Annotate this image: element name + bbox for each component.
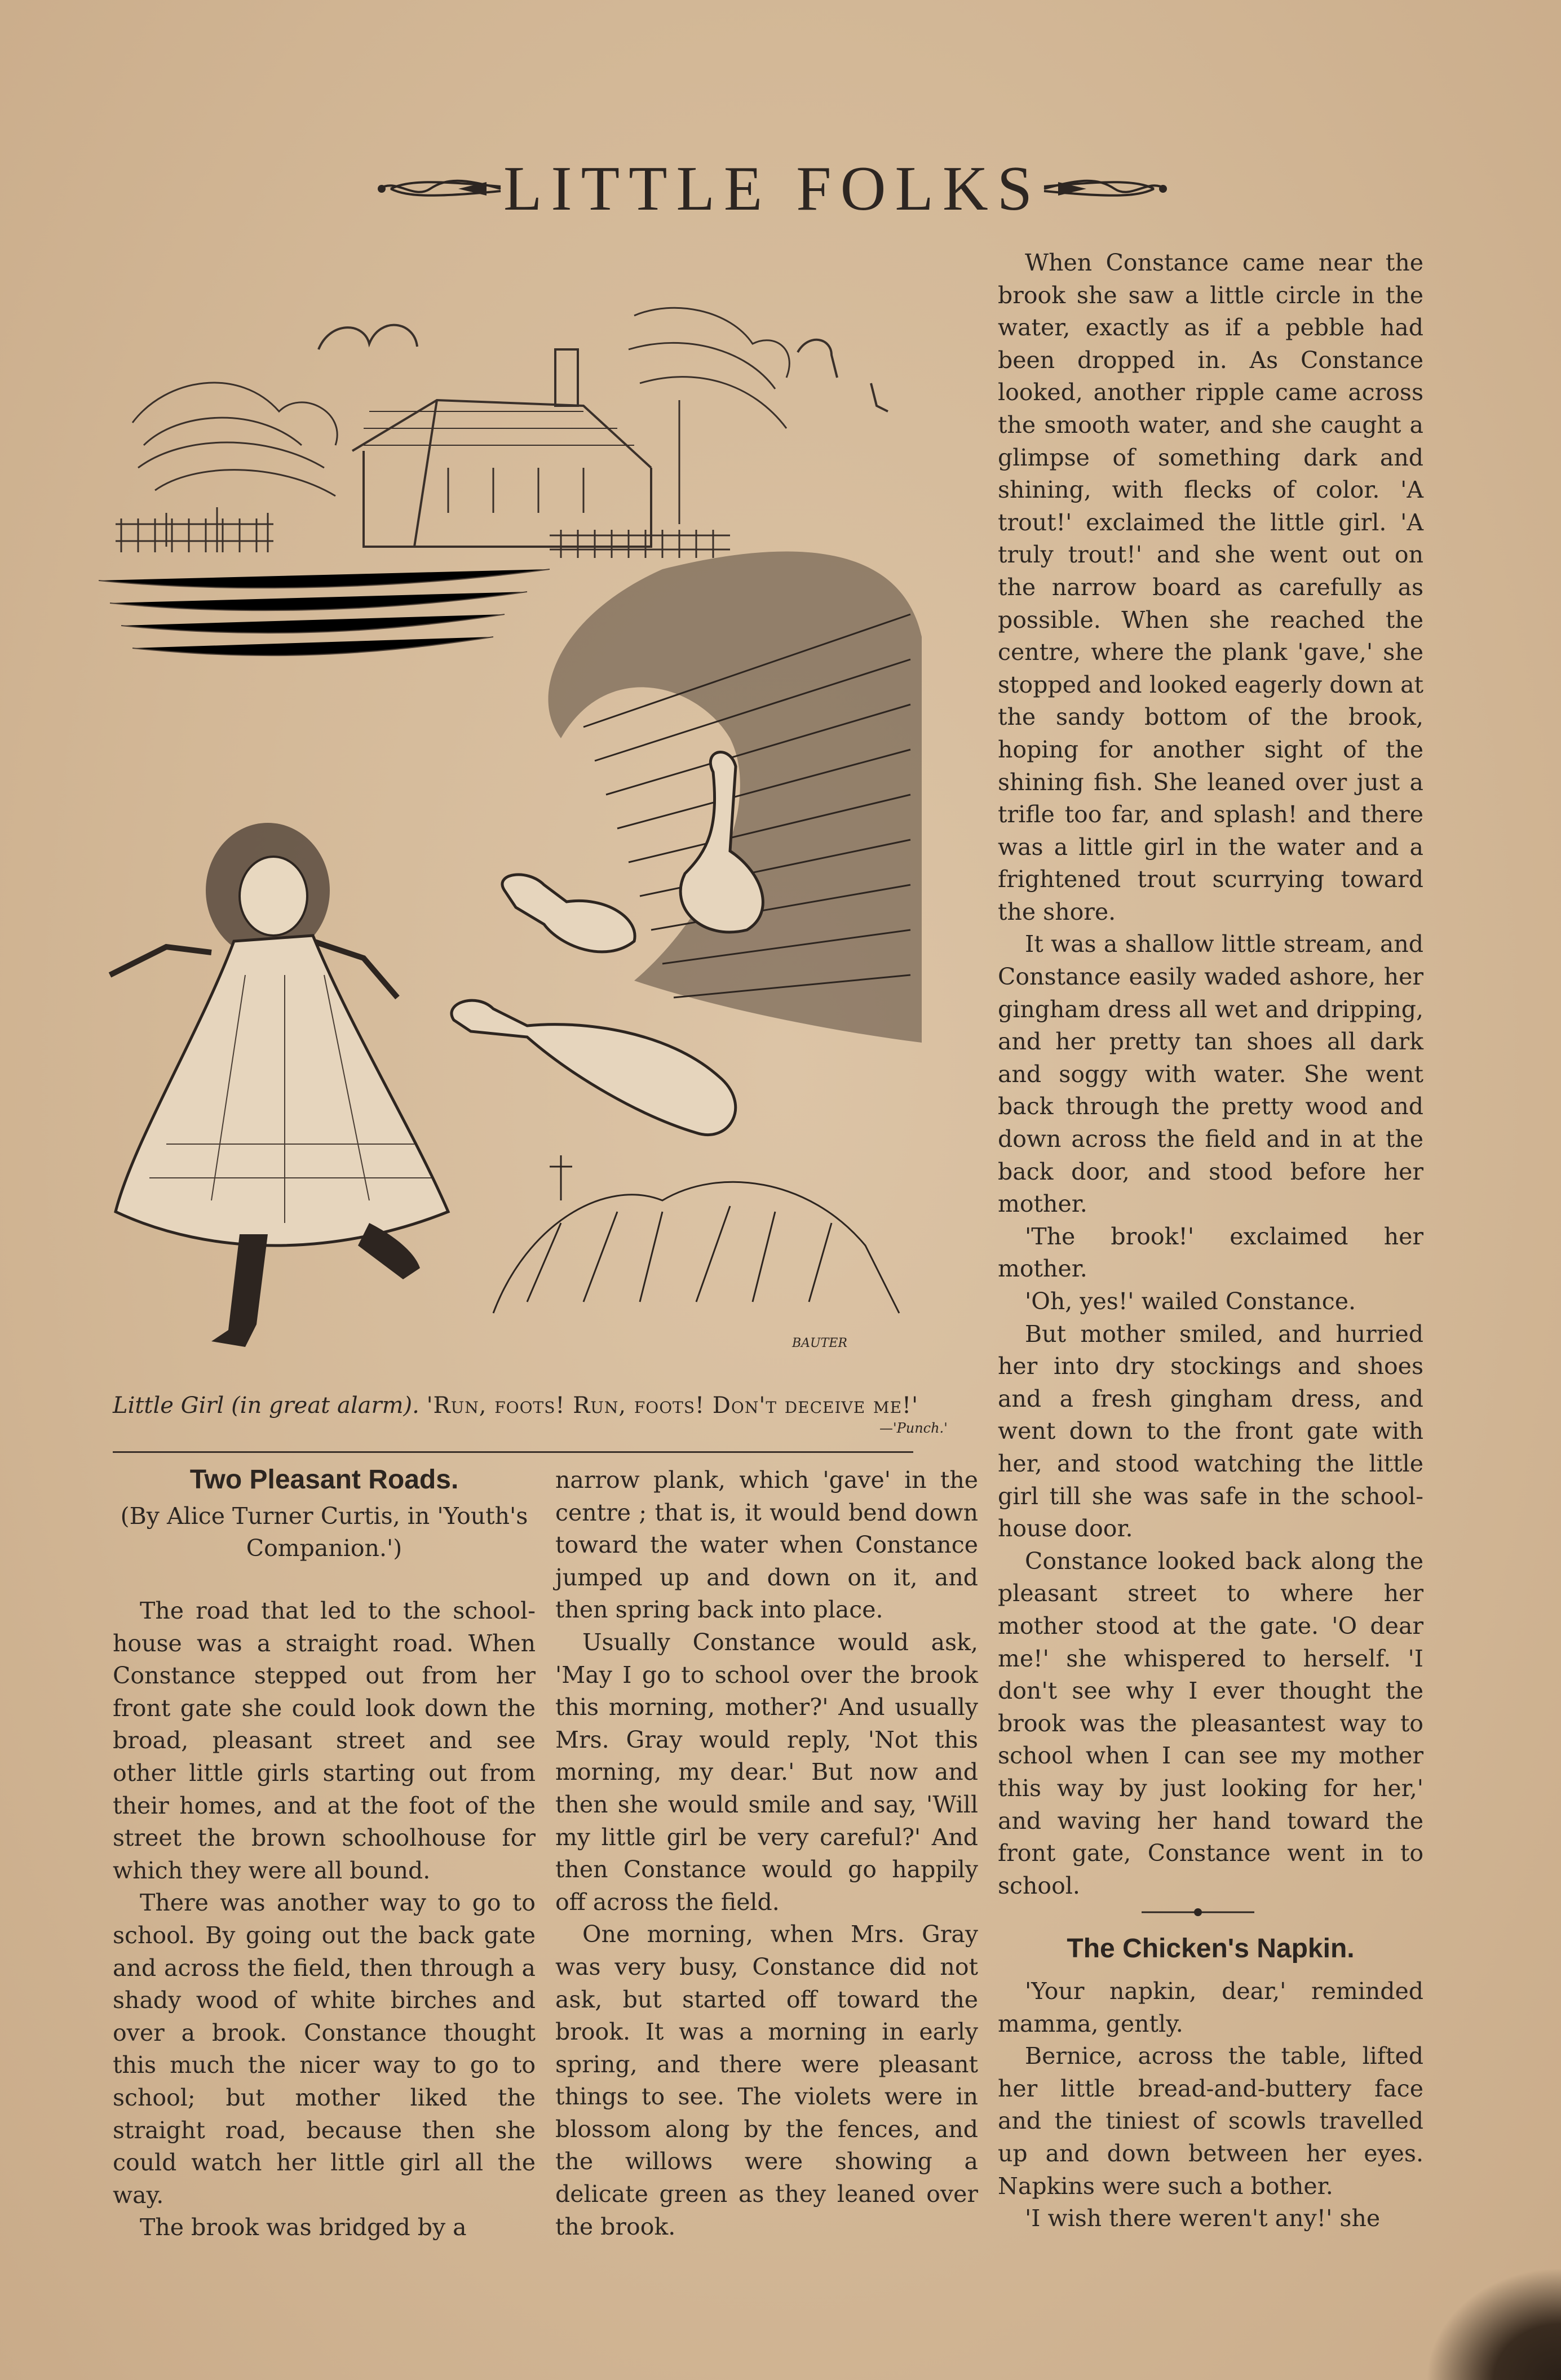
artist-signature: BAUTER	[792, 1336, 847, 1350]
column-2	[555, 1464, 978, 2243]
column-3	[998, 247, 1423, 1902]
paragraph: The brook was bridged by a	[140, 2214, 467, 2241]
paragraph: 'Oh, yes!' wailed Constance.	[1025, 1288, 1356, 1315]
paragraph: There was another way to go to school. By going out the back gate and across the field, then through a shady wood of white birches and over a brook. Constance thought this much the nicer way to go to school; but mother liked the straight road, because then she could watch her little girl all the way.	[113, 1889, 536, 2209]
right-flourish-ornament	[1041, 172, 1171, 206]
paragraph: The road that led to the school-house was a straight road. When Constance stepped out from her front gate she could look down the broad, pleasant street and see other little girls starting out from their homes, and at the foot of the street the brown schoolhouse for which they were all bound.	[113, 1597, 536, 1884]
story1-byline: (By Alice Turner Curtis, in 'Youth's Companion.')	[120, 1503, 528, 1562]
paragraph: Constance looked back along the pleasant street to where her mother stood at the gate. 'O dear me!' she whispered to herself. 'I don't see why I ever thought the brook was the pleasantest way to school when I can see my mother this way by just looking for her,' and waving her hand toward the front gate, Constance went in to school.	[998, 1547, 1423, 1899]
paragraph: 'I wish there weren't any!' she	[1025, 2205, 1381, 2232]
column-3-lower	[998, 1975, 1423, 2235]
caption-speaker: Little Girl	[113, 1393, 224, 1419]
farmhouse	[352, 349, 651, 547]
paper-damage	[1426, 2267, 1561, 2380]
paragraph: Bernice, across the table, lifted her little bread-and-buttery face and the tiniest of scowls travelled up and down between her eyes. Napkins were such a bother.	[998, 2042, 1423, 2200]
foreground-plants	[493, 1155, 899, 1313]
tree-cluster-left	[132, 383, 337, 552]
paragraph: narrow plank, which 'gave' in the centre ; that is, it would bend down toward the water when Constance jumped up and down on it, and then spring back into place.	[555, 1466, 978, 1624]
left-flourish-ornament	[374, 172, 503, 206]
caption-rule	[113, 1451, 913, 1453]
caption-source: —'Punch.'	[879, 1420, 948, 1436]
paragraph: When Constance came near the brook she saw a little circle in the water, exactly as if a pebble had been dropped in. As Constance looked, another ripple came across the smooth water, and she caught a glimpse of something dark and shining, with flecks of color. 'A trout!' exclaimed the little girl. 'A truly trout!' and she went out on the narrow board as carefully as possible. When she reached the centre, where the plank 'gave,' she stopped and looked eagerly down at the sandy bottom of the brook, hoping for another sight of the shining fish. She leaned over just a trifle too far, and splash! and there was a little girl in the water and a frightened trout scurrying toward the shore.	[998, 249, 1423, 925]
paragraph: But mother smiled, and hurried her into dry stockings and shoes and a fresh gingham dress, and went down to the front gate with her, and stood watching the little girl till she was safe in the school-house door.	[998, 1320, 1423, 1543]
column-1	[113, 1595, 536, 2244]
engraving-illustration	[99, 299, 925, 1358]
story1-title: Two Pleasant Roads.	[189, 1465, 459, 1495]
paragraph: 'Your napkin, dear,' reminded mamma, gently.	[998, 1978, 1423, 2037]
paragraph: It was a shallow little stream, and Constance easily waded ashore, her gingham dress all wet and dripping, and her pretty tan shoes all dark and soggy with water. She went back through the pretty wood and down across the field and in at the back door, and stood before her mother.	[998, 930, 1423, 1218]
story2-title: The Chicken's Napkin.	[1067, 1934, 1355, 1964]
caption-quote: 'Run, foots! Run, foots! Don't deceive me!'	[426, 1393, 919, 1419]
running-girl	[110, 823, 448, 1347]
paragraph: One morning, when Mrs. Gray was very busy, Constance did not ask, but started off toward the brook. It was a morning in early spring, and there were pleasant things to see. The violets were in blossom along by the fences, and the willows were showing a delicate green as they leaned over the brook.	[555, 1921, 978, 2240]
masthead-title: LITTLE FOLKS	[503, 153, 1042, 224]
picket-fence	[116, 518, 730, 558]
tree-cluster-right	[629, 308, 789, 524]
field-hatching	[99, 569, 550, 655]
caption-stage-direction: (in great alarm).	[231, 1393, 419, 1419]
illustration-caption	[113, 1391, 919, 1420]
clouds	[319, 325, 888, 411]
masthead	[293, 149, 1252, 228]
paragraph: Usually Constance would ask, 'May I go to school over the brook this morning, mother?' And usually Mrs. Gray would reply, 'Not this morning, my dear.' But now and then she would smile and say, 'Will my little girl be very careful?' And then Constance would go happily off across the field.	[555, 1628, 978, 1916]
section-divider	[1142, 1907, 1254, 1918]
paragraph: 'The brook!' exclaimed her mother.	[998, 1222, 1423, 1283]
